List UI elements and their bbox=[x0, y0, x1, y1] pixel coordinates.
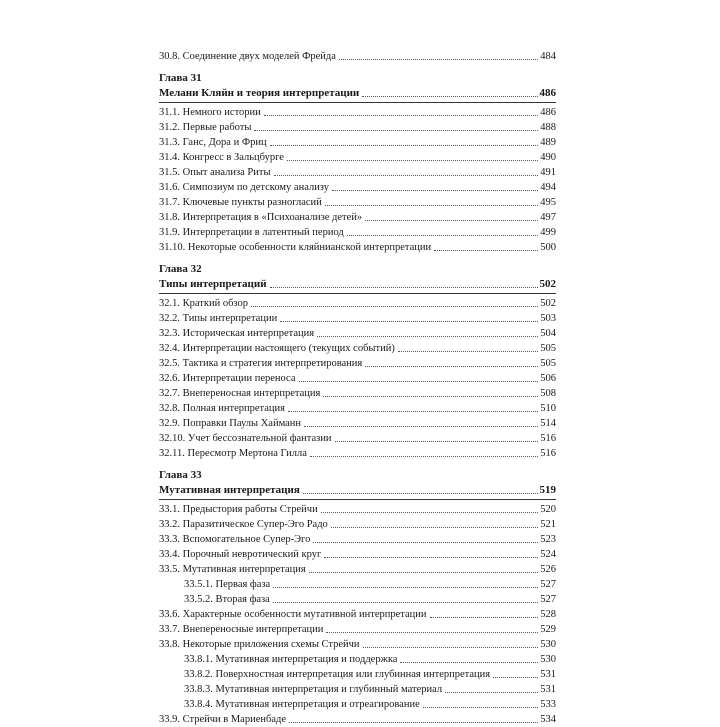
entry-title: 32.7. Внепереносная интерпретация bbox=[159, 388, 321, 399]
dot-leader bbox=[331, 527, 538, 528]
dot-leader bbox=[287, 160, 538, 161]
toc-entry bbox=[159, 446, 556, 461]
toc-entry bbox=[159, 547, 556, 562]
page-number: 510 bbox=[540, 403, 556, 414]
chapter-title: Мелани Кляйн и теория интерпретации bbox=[159, 87, 360, 99]
entry-title: 33.9. Стрейчи в Мариенбаде bbox=[159, 714, 286, 725]
page-number: 494 bbox=[540, 182, 556, 193]
toc-entry bbox=[159, 401, 556, 416]
entry-title: 32.4. Интерпретации настоящего (текущих событий) bbox=[159, 343, 395, 354]
toc-entry bbox=[159, 371, 556, 386]
dot-leader bbox=[365, 220, 538, 221]
entry-title: 31.6. Симпозиум по детскому анализу bbox=[159, 182, 329, 193]
toc-entry bbox=[159, 210, 556, 225]
page-number: 524 bbox=[540, 549, 556, 560]
dot-leader bbox=[323, 396, 538, 397]
page-number: 505 bbox=[540, 343, 556, 354]
page-number: 495 bbox=[540, 197, 556, 208]
page-number: 519 bbox=[539, 484, 556, 496]
dot-leader bbox=[274, 175, 539, 176]
dot-leader bbox=[303, 493, 538, 494]
toc-entry bbox=[159, 637, 556, 652]
page-number: 529 bbox=[540, 624, 556, 635]
entry-title: 32.1. Краткий обзор bbox=[159, 298, 248, 309]
dot-leader bbox=[309, 572, 539, 573]
toc-entry bbox=[159, 607, 556, 622]
entry-title: 31.7. Ключевые пункты разногласий bbox=[159, 197, 322, 208]
table-of-contents bbox=[159, 49, 556, 727]
dot-leader bbox=[324, 557, 538, 558]
toc-entry bbox=[159, 135, 556, 150]
dot-leader bbox=[273, 602, 538, 603]
dot-leader bbox=[317, 336, 538, 337]
toc-entry bbox=[159, 240, 556, 255]
entry-title: 33.8.2. Поверхностная интерпретация или глубинная интерпретация bbox=[184, 669, 491, 680]
page-number: 521 bbox=[540, 519, 556, 530]
chapter-title: Мутативная интерпретация bbox=[159, 484, 300, 496]
toc-entry bbox=[159, 326, 556, 341]
page-number: 527 bbox=[540, 579, 556, 590]
toc-entry bbox=[159, 622, 556, 637]
dot-leader bbox=[304, 426, 538, 427]
chapter-divider bbox=[159, 293, 556, 294]
page-number: 516 bbox=[540, 433, 556, 444]
page-number: 531 bbox=[540, 669, 556, 680]
dot-leader bbox=[270, 145, 539, 146]
entry-title: 33.7. Внепереносные интерпретации bbox=[159, 624, 324, 635]
page-number: 526 bbox=[540, 564, 556, 575]
chapter-divider bbox=[159, 499, 556, 500]
page-number: 499 bbox=[540, 227, 556, 238]
page-number: 491 bbox=[540, 167, 556, 178]
toc-entry bbox=[159, 416, 556, 431]
entry-title: 33.8. Некоторые приложения схемы Стрейчи bbox=[159, 639, 360, 650]
page-number: 488 bbox=[540, 122, 556, 133]
page-number: 530 bbox=[540, 639, 556, 650]
entry-title: 32.11. Пересмотр Мертона Гилла bbox=[159, 448, 307, 459]
page-number: 531 bbox=[540, 684, 556, 695]
entry-title: 32.3. Историческая интерпретация bbox=[159, 328, 315, 339]
dot-leader bbox=[254, 130, 538, 131]
chapter-title-row bbox=[159, 483, 556, 498]
toc-subentry bbox=[159, 652, 556, 667]
entry-title: 32.2. Типы интерпретации bbox=[159, 313, 278, 324]
entry-title: 33.1. Предыстория работы Стрейчи bbox=[159, 504, 318, 515]
page-number: 520 bbox=[540, 504, 556, 515]
toc-entry bbox=[159, 356, 556, 371]
page-number: 486 bbox=[540, 107, 556, 118]
toc-entry bbox=[159, 225, 556, 240]
page-number: 528 bbox=[540, 609, 556, 620]
dot-leader bbox=[423, 707, 539, 708]
dot-leader bbox=[326, 632, 538, 633]
page-number: 497 bbox=[540, 212, 556, 223]
toc-subentry bbox=[159, 682, 556, 697]
entry-title: 33.8.4. Мутативная интерпретация и отреагирование bbox=[184, 699, 420, 710]
dot-leader bbox=[332, 190, 538, 191]
toc-entry bbox=[159, 562, 556, 577]
entry-title: 33.8.3. Мутативная интерпретация и глубинный материал bbox=[184, 684, 443, 695]
toc-entry bbox=[159, 502, 556, 517]
entry-title: 32.8. Полная интерпретация bbox=[159, 403, 286, 414]
entry-title: 32.10. Учет бессознательной фантазии bbox=[159, 433, 332, 444]
dot-leader bbox=[251, 306, 538, 307]
page-number: 508 bbox=[540, 388, 556, 399]
page-number: 533 bbox=[540, 699, 556, 710]
dot-leader bbox=[325, 205, 538, 206]
toc-entry bbox=[159, 532, 556, 547]
entry-title: 33.5. Мутативная интерпретация bbox=[159, 564, 306, 575]
toc-entry bbox=[159, 165, 556, 180]
toc-entry bbox=[159, 431, 556, 446]
dot-leader bbox=[398, 351, 538, 352]
entry-title: 33.6. Характерные особенности мутативной интерпретации bbox=[159, 609, 427, 620]
dot-leader bbox=[365, 366, 538, 367]
chapter-title-row bbox=[159, 277, 556, 292]
page-number: 490 bbox=[540, 152, 556, 163]
toc-entry bbox=[159, 120, 556, 135]
entry-title: 33.8.1. Мутативная интерпретация и поддержка bbox=[184, 654, 398, 665]
entry-title: 33.3. Вспомогательное Супер-Эго bbox=[159, 534, 311, 545]
entry-title: 30.8. Соединение двух моделей Фрейда bbox=[159, 51, 336, 62]
entry-title: 32.6. Интерпретации переноса bbox=[159, 373, 296, 384]
entry-title: 33.2. Паразитическое Супер-Эго Радо bbox=[159, 519, 328, 530]
dot-leader bbox=[264, 115, 538, 116]
dot-leader bbox=[313, 542, 538, 543]
chapter-title-row bbox=[159, 86, 556, 101]
entry-title: 31.3. Ганс, Дора и Фриц bbox=[159, 137, 267, 148]
entry-title: 31.10. Некоторые особенности кляйнианской интерпретации bbox=[159, 242, 432, 253]
entry-title: 33.5.1. Первая фаза bbox=[184, 579, 271, 590]
dot-leader bbox=[270, 287, 538, 288]
dot-leader bbox=[310, 456, 538, 457]
page-number: 530 bbox=[540, 654, 556, 665]
dot-leader bbox=[321, 512, 539, 513]
entry-title: 32.9. Поправки Паулы Хайманн bbox=[159, 418, 302, 429]
entry-title: 33.4. Порочный невротический круг bbox=[159, 549, 322, 560]
entry-title: 31.2. Первые работы bbox=[159, 122, 252, 133]
entry-title: 31.9. Интерпретации в латентный период bbox=[159, 227, 344, 238]
toc-entry bbox=[159, 195, 556, 210]
toc-entry bbox=[159, 341, 556, 356]
dot-leader bbox=[347, 235, 539, 236]
toc-entry bbox=[159, 150, 556, 165]
toc-entry bbox=[159, 296, 556, 311]
entry-title: 31.4. Конгресс в Зальцбурге bbox=[159, 152, 284, 163]
dot-leader bbox=[288, 411, 538, 412]
toc-entry bbox=[159, 386, 556, 401]
dot-leader bbox=[280, 321, 538, 322]
page-number: 500 bbox=[540, 242, 556, 253]
chapter-number: Глава 31 bbox=[159, 72, 202, 84]
chapter-title: Типы интерпретаций bbox=[159, 278, 267, 290]
chapter-divider bbox=[159, 102, 556, 103]
page-number: 514 bbox=[540, 418, 556, 429]
page-number: 523 bbox=[540, 534, 556, 545]
chapter-number: Глава 33 bbox=[159, 469, 202, 481]
page-number: 506 bbox=[540, 373, 556, 384]
toc-entry bbox=[159, 180, 556, 195]
entry-title: 31.1. Немного истории bbox=[159, 107, 261, 118]
dot-leader bbox=[335, 441, 539, 442]
page-number: 527 bbox=[540, 594, 556, 605]
dot-leader bbox=[273, 587, 538, 588]
toc-entry bbox=[159, 517, 556, 532]
toc-entry bbox=[159, 105, 556, 120]
page-number: 505 bbox=[540, 358, 556, 369]
page-number: 484 bbox=[540, 51, 556, 62]
entry-title: 31.8. Интерпретация в «Психоанализе детей» bbox=[159, 212, 363, 223]
page-number: 489 bbox=[540, 137, 556, 148]
dot-leader bbox=[362, 96, 537, 97]
chapter-number: Глава 32 bbox=[159, 263, 202, 275]
toc-subentry bbox=[159, 592, 556, 607]
dot-leader bbox=[299, 381, 539, 382]
toc-entry bbox=[159, 49, 556, 64]
entry-title: 31.5. Опыт анализа Риты bbox=[159, 167, 271, 178]
entry-title: 32.5. Тактика и стратегия интерпретирования bbox=[159, 358, 363, 369]
page-number: 502 bbox=[539, 278, 556, 290]
toc-subentry bbox=[159, 697, 556, 712]
page-number: 516 bbox=[540, 448, 556, 459]
dot-leader bbox=[289, 722, 538, 723]
page-number: 503 bbox=[540, 313, 556, 324]
entry-title: 33.5.2. Вторая фаза bbox=[184, 594, 270, 605]
page-number: 486 bbox=[539, 87, 556, 99]
dot-leader bbox=[434, 250, 538, 251]
dot-leader bbox=[445, 692, 538, 693]
dot-leader bbox=[400, 662, 538, 663]
dot-leader bbox=[430, 617, 539, 618]
page-number: 534 bbox=[540, 714, 556, 725]
dot-leader bbox=[339, 59, 538, 60]
toc-entry bbox=[159, 311, 556, 326]
dot-leader bbox=[493, 677, 538, 678]
toc-subentry bbox=[159, 667, 556, 682]
page-number: 504 bbox=[540, 328, 556, 339]
dot-leader bbox=[363, 647, 539, 648]
toc-subentry bbox=[159, 577, 556, 592]
page-number: 502 bbox=[540, 298, 556, 309]
